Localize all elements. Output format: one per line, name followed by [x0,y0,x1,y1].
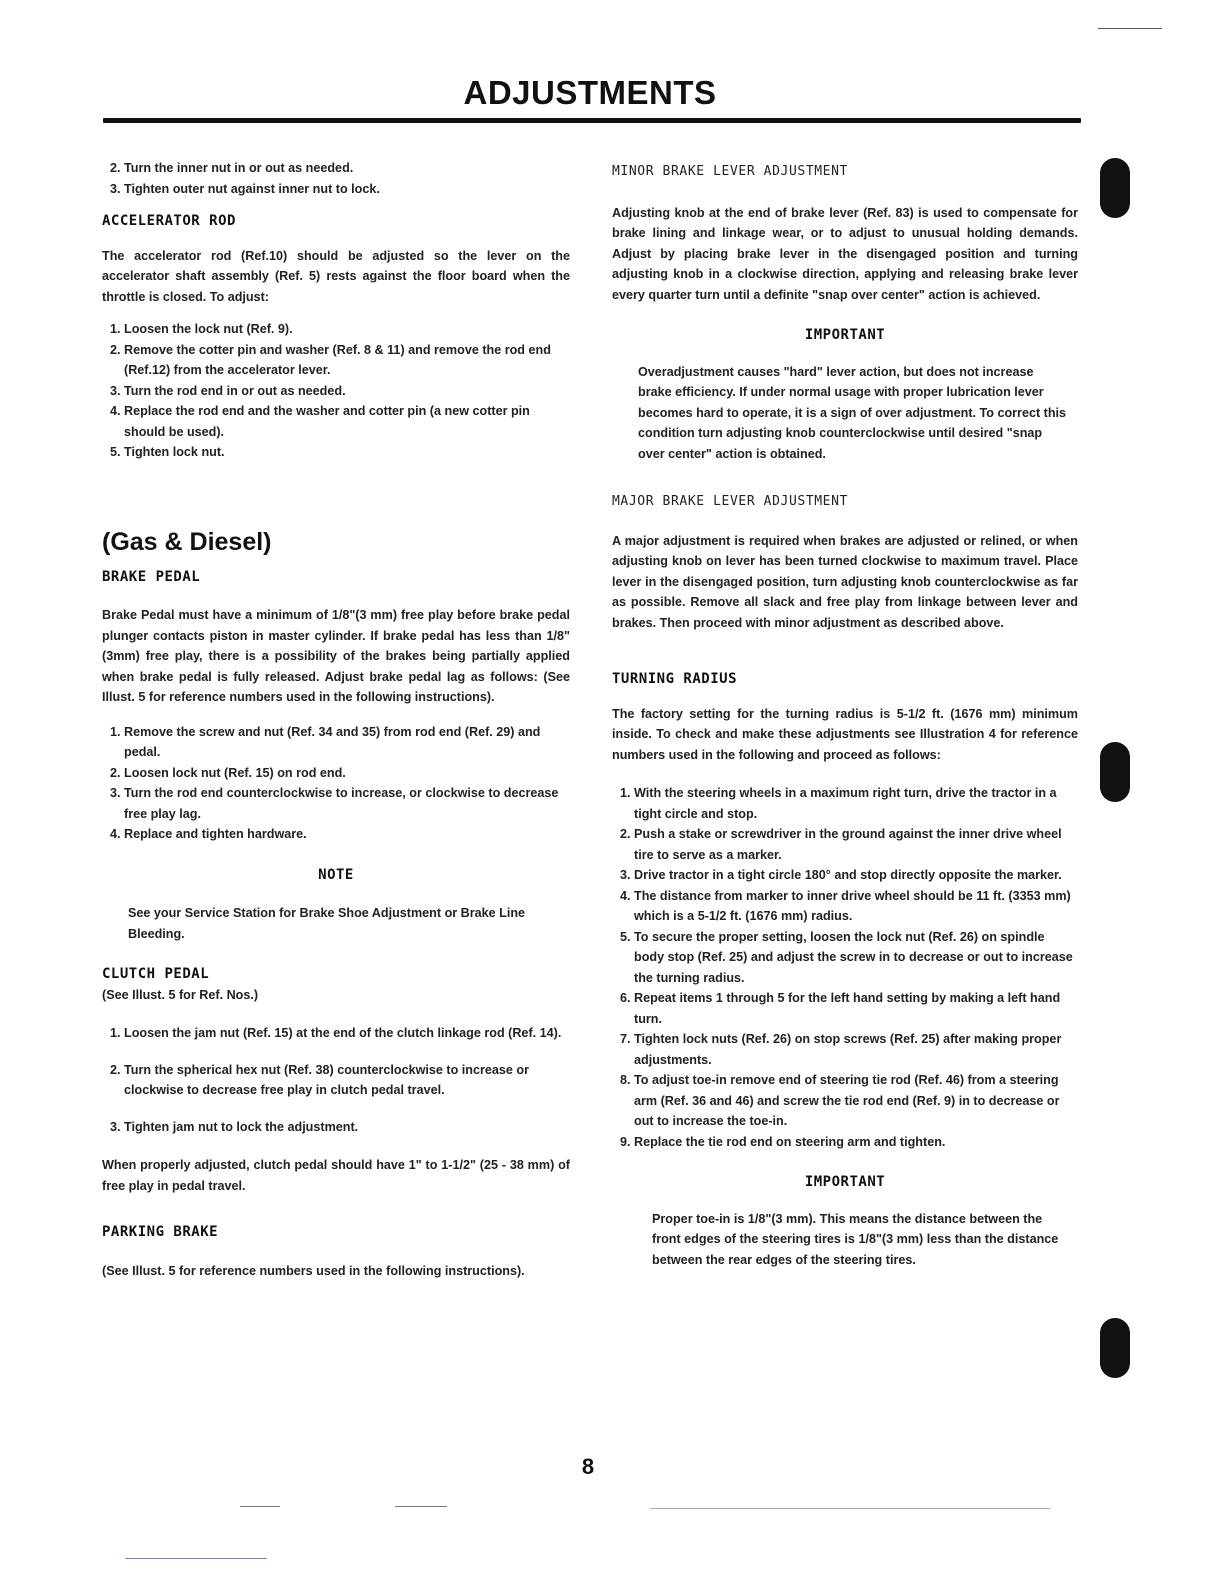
clutch-pedal-heading: CLUTCH PEDAL [102,966,210,982]
right-column [612,162,1078,1270]
list-item: 3. Tighten jam nut to lock the adjustment. [124,1117,570,1138]
parking-brake-body: (See Illust. 5 for reference numbers used in the following instructions). [102,1263,525,1278]
list-item: 3. Turn the rod end in or out as needed. [124,381,570,402]
list-item: 9. Replace the tie rod end on steering arm and tighten. [634,1132,1078,1153]
brake-pedal-body: Brake Pedal must have a minimum of 1/8"(3 mm) free play before brake pedal plunger contacts piston in master cylinder. If brake pedal has less than 1/8"(3mm) free play, there is a possibility of the brakes being partially applied when brake pedal is fully released. Adjust brake pedal lag as follows: (See Illust. 5 for reference numbers used in the following instructions). [102,608,570,704]
left-column [102,158,570,1281]
scan-artifact-dash [240,1506,280,1507]
list-item: 3. Tighten outer nut against inner nut to lock. [124,179,570,200]
list-item: 3. Turn the rod end counterclockwise to increase, or clockwise to decrease free play lag. [124,783,570,824]
important-heading-1: IMPORTANT [804,327,886,343]
list-item: 4. The distance from marker to inner drive wheel should be 11 ft. (3353 mm) which is a 5-1/2 ft. (1676 mm) radius. [634,886,1078,927]
list-item: 1. Loosen the lock nut (Ref. 9). [124,319,570,340]
list-item: 2. Remove the cotter pin and washer (Ref. 8 & 11) and remove the rod end (Ref.12) from the accelerator lever. [124,340,570,381]
list-item: 4. Replace the rod end and the washer and cotter pin (a new cotter pin should be used). [124,401,570,442]
list-item: 7. Tighten lock nuts (Ref. 26) on stop screws (Ref. 25) after making proper adjustments. [634,1029,1078,1070]
title-rule [103,118,1081,123]
accelerator-steps [102,319,570,463]
list-item: 1. Loosen the jam nut (Ref. 15) at the end of the clutch linkage rod (Ref. 14). [124,1023,570,1044]
list-item: 1. Remove the screw and nut (Ref. 34 and 35) from rod end (Ref. 29) and pedal. [124,722,570,763]
list-item: 1. With the steering wheels in a maximum right turn, drive the tractor in a tight circle and stop. [634,783,1078,824]
page-number: 8 [581,1454,595,1479]
brake-pedal-heading: BRAKE PEDAL [102,568,201,585]
list-item: 2. Push a stake or screwdriver in the ground against the inner drive wheel tire to serve as a marker. [634,824,1078,865]
list-item: 5. Tighten lock nut. [124,442,570,463]
scan-artifact-dash [395,1506,447,1507]
brake-pedal-steps [102,722,570,845]
intro-steps [102,158,570,199]
top-hairline [1098,28,1162,29]
clutch-footer: When properly adjusted, clutch pedal should have 1" to 1-1/2" (25 - 38 mm) of free play in pedal travel. [102,1158,570,1193]
page-title: ADJUSTMENTS [463,74,717,111]
clutch-subheading: (See Illust. 5 for Ref. Nos.) [102,987,259,1002]
list-item: 2. Turn the spherical hex nut (Ref. 38) counterclockwise to increase or clockwise to decrease free play in clutch pedal travel. [124,1060,570,1101]
scan-artifact-dash [650,1508,1050,1509]
major-brake-heading: MAJOR BRAKE LEVER ADJUSTMENT [612,494,848,509]
accelerator-body: The accelerator rod (Ref.10) should be adjusted so the lever on the accelerator shaft assembly (Ref. 5) rests against the floor board when the throttle is closed. To adjust: [102,248,570,304]
clutch-steps [102,1023,570,1137]
note-body: See your Service Station for Brake Shoe Adjustment or Brake Line Bleeding. [128,906,526,941]
list-item: 5. To secure the proper setting, loosen the lock nut (Ref. 26) on spindle body stop (Ref. 25) and adjust the screw in to decrease or out to increase the turning radius. [634,927,1078,989]
list-item: 2. Turn the inner nut in or out as needed. [124,158,570,179]
minor-brake-heading: MINOR BRAKE LEVER ADJUSTMENT [612,164,848,179]
binder-hole-top [1100,158,1130,218]
important-body-2: Proper toe-in is 1/8"(3 mm). This means the distance between the front edges of the steering tires is 1/8"(3 mm) less than the distance between the rear edges of the steering tires. [652,1211,1059,1267]
list-item: 4. Replace and tighten hardware. [124,824,570,845]
accelerator-rod-heading: ACCELERATOR ROD [102,213,236,229]
parking-brake-heading: PARKING BRAKE [102,1224,219,1240]
important-heading-2: IMPORTANT [804,1174,886,1190]
important-body-1: Overadjustment causes "hard" lever action, but does not increase brake efficiency. If under normal usage with proper lubrication lever becomes hard to operate, it is a sign of over adjustment. To correct this condition turn adjusting knob counterclockwise until desired "snap over center" action is obtained. [638,364,1067,461]
note-heading: NOTE [318,866,354,883]
minor-brake-body: Adjusting knob at the end of brake lever (Ref. 83) is used to compensate for brake lining and linkage wear, or to adjust to unusual holding demands. Adjust by placing brake lever in the disengaged position and turning adjusting knob in a clockwise direction, applying and releasing brake lever every quarter turn until a definite "snap over center" action is achieved. [612,205,1078,302]
major-brake-body: A major adjustment is required when brakes are adjusted or relined, or when adjusting knob on lever has been turned clockwise to maximum travel. Place lever in the disengaged position, turn adjusting knob counterclockwise as far as possible. Remove all slack and free play from linkage between lever and brakes. Then proceed with minor adjustment as described above. [612,533,1078,630]
list-item: 8. To adjust toe-in remove end of steering tie rod (Ref. 46) from a steering arm (Ref. 36 and 46) and screw the tie rod end (Ref. 9) in to decrease or out to increase the toe-in. [634,1070,1078,1132]
list-item: 6. Repeat items 1 through 5 for the left hand setting by making a left hand turn. [634,988,1078,1029]
bottom-blue-line [125,1558,267,1559]
turning-radius-steps [612,783,1078,1152]
list-item: 3. Drive tractor in a tight circle 180° and stop directly opposite the marker. [634,865,1078,886]
binder-hole-middle [1100,742,1130,802]
turning-radius-heading: TURNING RADIUS [612,671,738,687]
list-item: 2. Loosen lock nut (Ref. 15) on rod end. [124,763,570,784]
gas-diesel-title: (Gas & Diesel) [102,527,272,556]
binder-hole-bottom [1100,1318,1130,1378]
turning-radius-body: The factory setting for the turning radius is 5-1/2 ft. (1676 mm) minimum inside. To check and make these adjustments see Illustration 4 for reference numbers used in the following and proceed as follows: [612,706,1078,762]
